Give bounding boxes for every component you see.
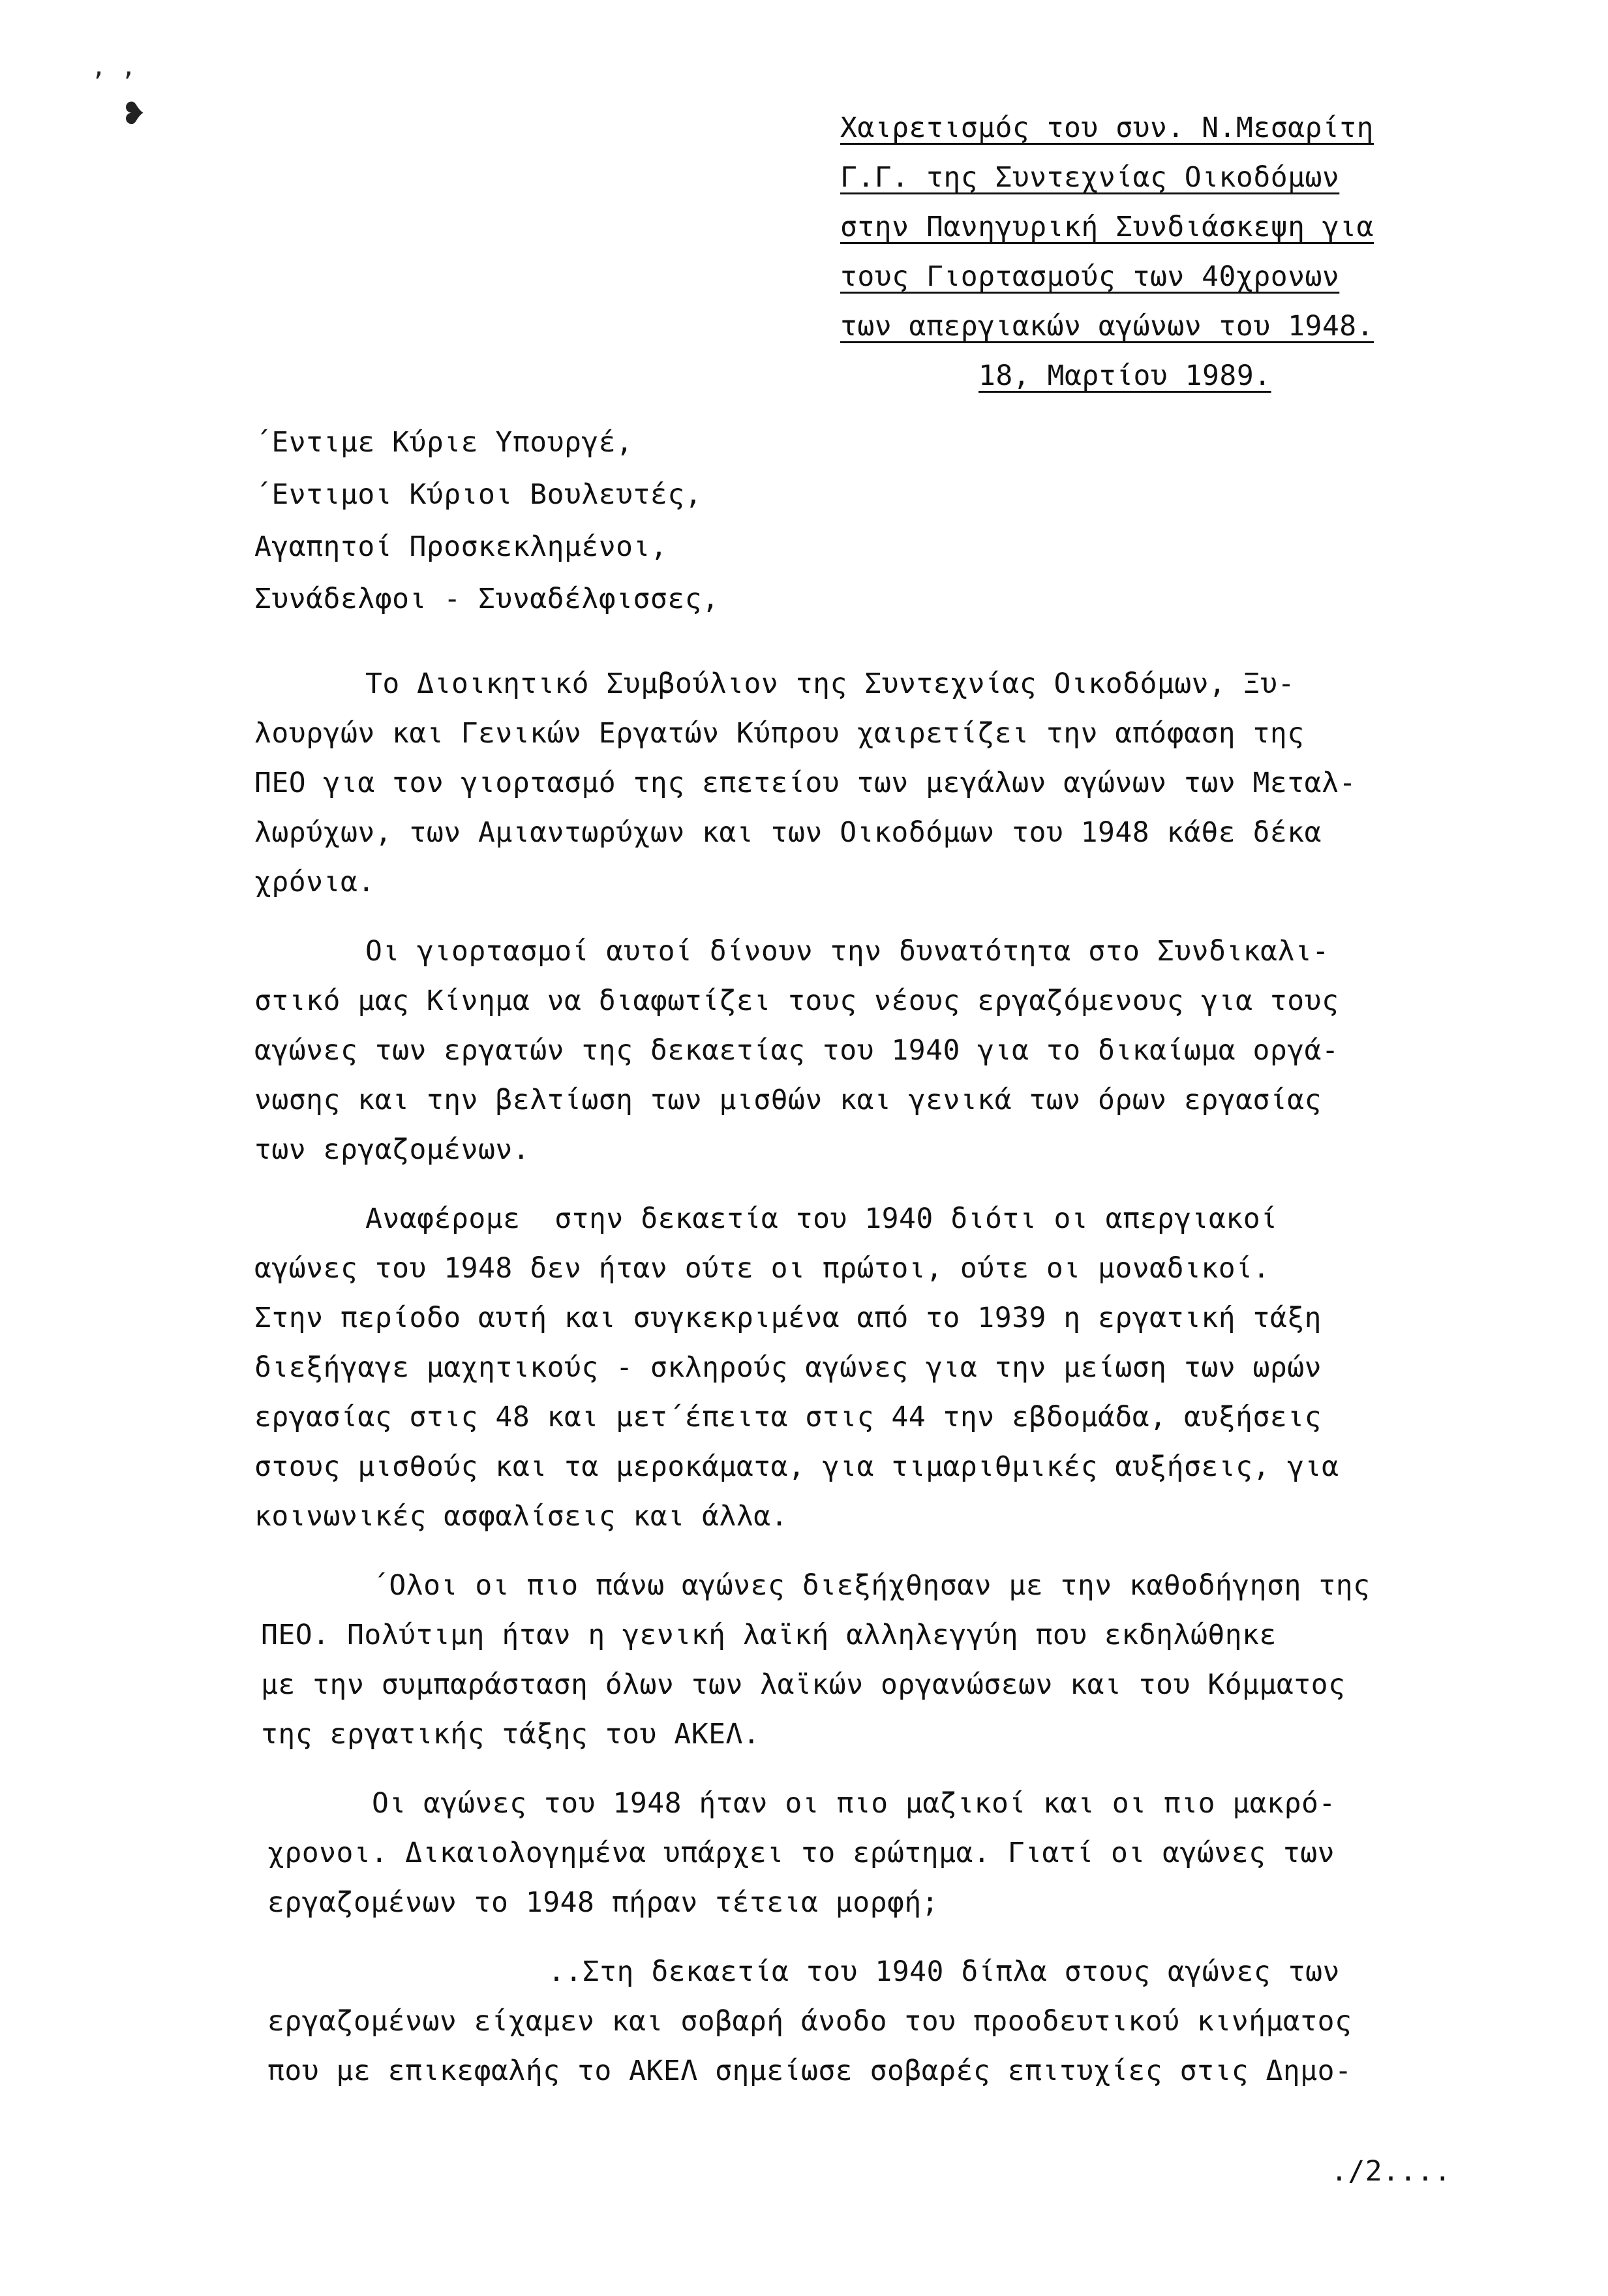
scan-mark: ‚ ,	[91, 52, 136, 81]
paragraph-line: εργασίας στις 48 και μετ΄έπειτα στις 44 την εβδομάδα, αυξήσεις	[254, 1401, 1322, 1433]
paragraph-line: των εργαζομένων.	[254, 1133, 530, 1166]
paragraph-line: Οι αγώνες του 1948 ήταν οι πιο μαζικοί και οι πιο μακρό-	[372, 1787, 1336, 1820]
paragraph-line: λωρύχων, των Αμιαντωρύχων και των Οικοδόμων του 1948 κάθε δέκα	[254, 816, 1322, 849]
paragraph-line: Οι γιορτασμοί αυτοί δίνουν την δυνατότητα στο Συνδικαλι-	[365, 935, 1329, 968]
paragraph-line: εργαζομένων είχαμεν και σοβαρή άνοδο του προοδευτικού κινήματος	[267, 2005, 1352, 2038]
paragraph-line: ..Στη δεκαετία του 1940 δίπλα στους αγώνες των	[548, 1955, 1340, 1988]
paragraph-line: λουργών και Γενικών Εργατών Κύπρου χαιρετίζει την απόφαση της	[254, 717, 1305, 750]
paragraph-line: κοινωνικές ασφαλίσεις και άλλα.	[254, 1500, 789, 1533]
paragraph-line: με την συμπαράσταση όλων των λαϊκών οργανώσεων και του Κόμματος	[261, 1668, 1346, 1701]
paragraph-line: στους μισθούς και τα μεροκάματα, για τιμαριθμικές αυξήσεις, για	[254, 1450, 1339, 1483]
salutation-line: ΄Εντιμοι Κύριοι Βουλευτές,	[254, 478, 703, 511]
salutation-line: Αγαπητοί Προσκεκλημένοι,	[254, 530, 668, 563]
paragraph-line: χρόνια.	[254, 866, 375, 898]
paragraph-line: Αναφέρομε στην δεκαετία του 1940 διότι οι απεργιακοί	[365, 1202, 1278, 1235]
paragraph-line: στικό μας Κίνημα να διαφωτίζει τους νέους εργαζόμενους για τους	[254, 985, 1339, 1017]
paragraph-line: χρονοι. Δικαιολογημένα υπάρχει το ερώτημα. Γιατί οι αγώνες των	[267, 1837, 1335, 1869]
heading-line: των απεργιακών αγώνων του 1948.	[840, 310, 1374, 343]
scan-mark: ❥	[124, 91, 145, 132]
paragraph-line: νωσης και την βελτίωση των μισθών και γενικά των όρων εργασίας	[254, 1084, 1322, 1116]
heading-line: στην Πανηγυρική Συνδιάσκεψη για	[840, 211, 1374, 243]
paragraph-line: ΠΕΟ για τον γιορτασμό της επετείου των μεγάλων αγώνων των Μεταλ-	[254, 767, 1356, 799]
paragraph-line: Το Διοικητικό Συμβούλιον της Συντεχνίας Οικοδόμων, Ξυ-	[365, 667, 1295, 700]
paragraph-line: ΠΕΟ. Πολύτιμη ήταν η γενική λαϊκή αλληλεγγύη που εκδηλώθηκε	[261, 1619, 1277, 1651]
heading-line: Χαιρετισμός του συν. Ν.Μεσαρίτη	[840, 112, 1374, 144]
paragraph-line: που με επικεφαλής το ΑΚΕΛ σημείωσε σοβαρές επιτυχίες στις Δημο-	[267, 2055, 1352, 2087]
heading-date: 18, Μαρτίου 1989.	[978, 360, 1271, 392]
paragraph-line: της εργατικής τάξης του ΑΚΕΛ.	[261, 1718, 761, 1751]
paragraph-line: ΄Ολοι οι πιο πάνω αγώνες διεξήχθησαν με την καθοδήγηση της	[372, 1569, 1371, 1602]
paragraph-line: διεξήγαγε μαχητικούς - σκληρούς αγώνες για την μείωση των ωρών	[254, 1351, 1322, 1384]
heading-line: τους Γιορτασμούς των 40χρονων	[840, 260, 1340, 293]
paragraph-line: αγώνες του 1948 δεν ήταν ούτε οι πρώτοι, ούτε οι μοναδικοί.	[254, 1252, 1270, 1285]
salutation-line: ΄Εντιμε Κύριε Υπουργέ,	[254, 426, 633, 459]
paragraph-line: αγώνες των εργατών της δεκαετίας του 1940 για το δικαίωμα οργά-	[254, 1034, 1339, 1067]
heading-line: Γ.Γ. της Συντεχνίας Οικοδόμων	[840, 161, 1340, 194]
paragraph-line: εργαζομένων το 1948 πήραν τέτεια μορφή;	[267, 1886, 939, 1919]
page-marker: ./2....	[1331, 2155, 1451, 2188]
paragraph-line: Στην περίοδο αυτή και συγκεκριμένα από το 1939 η εργατική τάξη	[254, 1302, 1322, 1334]
salutation-line: Συνάδελφοι - Συναδέλφισσες,	[254, 583, 720, 615]
